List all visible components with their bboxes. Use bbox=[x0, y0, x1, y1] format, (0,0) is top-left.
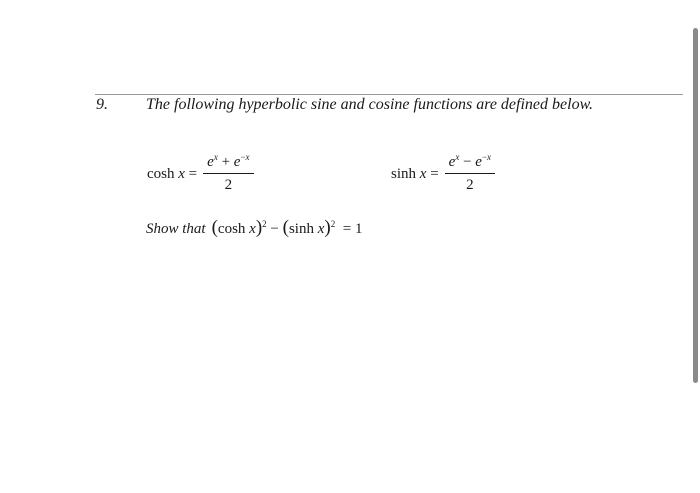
question-prompt: The following hyperbolic sine and cosine functions are defined below. bbox=[146, 96, 594, 113]
task-expression: (cosh x)$^2$ − (sinh x)$^2$ = 1 bbox=[211, 217, 363, 238]
sinh-denominator: 2 bbox=[466, 177, 474, 193]
sinh-numerator: $e^x - e^{-x}$ bbox=[448, 152, 492, 170]
cosh-definition bbox=[147, 154, 254, 195]
vertical-scrollbar[interactable] bbox=[693, 28, 698, 383]
section-divider bbox=[95, 94, 683, 95]
task-statement bbox=[146, 217, 362, 239]
sinh-definition bbox=[391, 154, 495, 195]
sinh-fraction bbox=[445, 154, 495, 195]
sinh-lhs: sinh x = bbox=[391, 166, 439, 182]
cosh-denominator: 2 bbox=[224, 177, 233, 193]
task-label: Show that bbox=[146, 221, 206, 237]
cosh-lhs: cosh x = bbox=[147, 166, 198, 182]
cosh-numerator: $e^x + e^{-x}$ bbox=[207, 152, 250, 170]
cosh-fraction bbox=[203, 154, 253, 195]
question-number: 9. bbox=[96, 96, 108, 113]
